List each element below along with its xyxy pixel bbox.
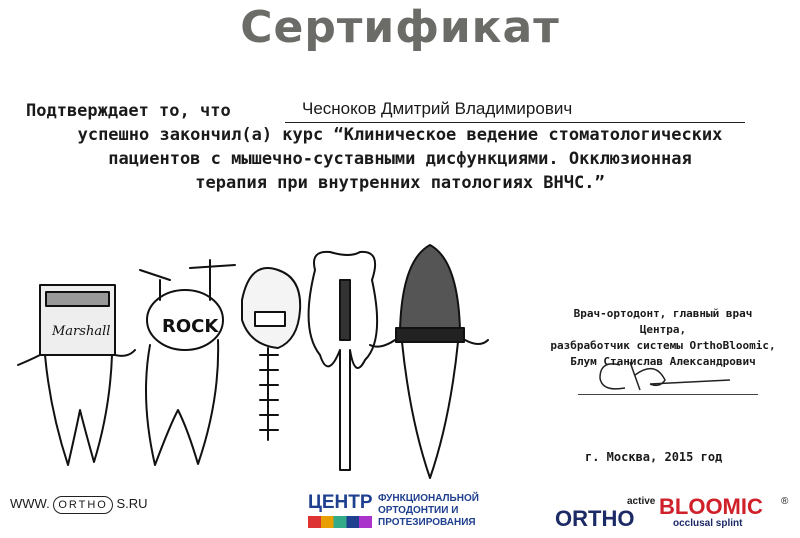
place-and-date: г. Москва, 2015 год xyxy=(585,450,723,464)
recipient-name: Чесноков Дмитрий Владимирович xyxy=(302,99,573,118)
center-line-3: ПРОТЕЗИРОВАНИЯ xyxy=(378,517,476,528)
ortho-bloomic-logo xyxy=(555,490,795,534)
confirm-line xyxy=(26,100,286,122)
splint-word: occlusal splint xyxy=(673,518,743,529)
implant-tooth-drawing xyxy=(242,268,300,440)
center-line-2: ОРТОДОНТИИ И xyxy=(378,505,459,516)
center-title: ЦЕНТР xyxy=(308,492,373,513)
houses-icon xyxy=(308,516,372,528)
drum-label: ROCK xyxy=(162,316,219,337)
signature xyxy=(590,350,740,400)
center-line-1: ФУНКЦИОНАЛЬНОЙ xyxy=(378,493,479,504)
name-underline xyxy=(285,122,745,123)
course-line-2: пациентов с мышечно-суставными дисфункциями. Окклюзионная xyxy=(108,149,692,169)
rock-teeth-illustration xyxy=(10,240,510,480)
center-logo xyxy=(300,490,490,534)
site-letters: ORTHO xyxy=(53,496,113,514)
course-line-3: терапия при внутренних патологиях ВНЧС.” xyxy=(195,173,605,193)
drum-tooth-drawing xyxy=(140,260,235,465)
amp-label: Marshall xyxy=(52,324,111,339)
signature-line xyxy=(578,394,758,395)
website-logo xyxy=(10,496,148,511)
confirm-prefix: Подтверждает то, что xyxy=(26,101,231,121)
site-prefix: WWW. xyxy=(10,496,50,511)
certificate-title: Сертификат xyxy=(240,2,560,53)
amp-tooth-drawing xyxy=(18,285,135,465)
active-word: active xyxy=(627,496,656,507)
mic-tooth-drawing xyxy=(370,245,488,478)
bloomic-word: BLOOMIC xyxy=(659,494,763,519)
ortho-word: ORTHO xyxy=(555,506,635,531)
signer-title-1: Врач-ортодонт, главный врач Центра, xyxy=(573,307,753,336)
signer-name: Блум Станислав Александрович xyxy=(570,355,756,368)
guitar-tooth-drawing xyxy=(309,252,378,470)
course-line-1: успешно закончил(а) курс “Клиническое ведение стоматологических xyxy=(77,125,723,145)
site-suffix: S.RU xyxy=(116,496,148,511)
signer-title-2: разбработчик системы OrthoBloomic, xyxy=(550,339,776,352)
registered-mark: ® xyxy=(781,496,789,507)
